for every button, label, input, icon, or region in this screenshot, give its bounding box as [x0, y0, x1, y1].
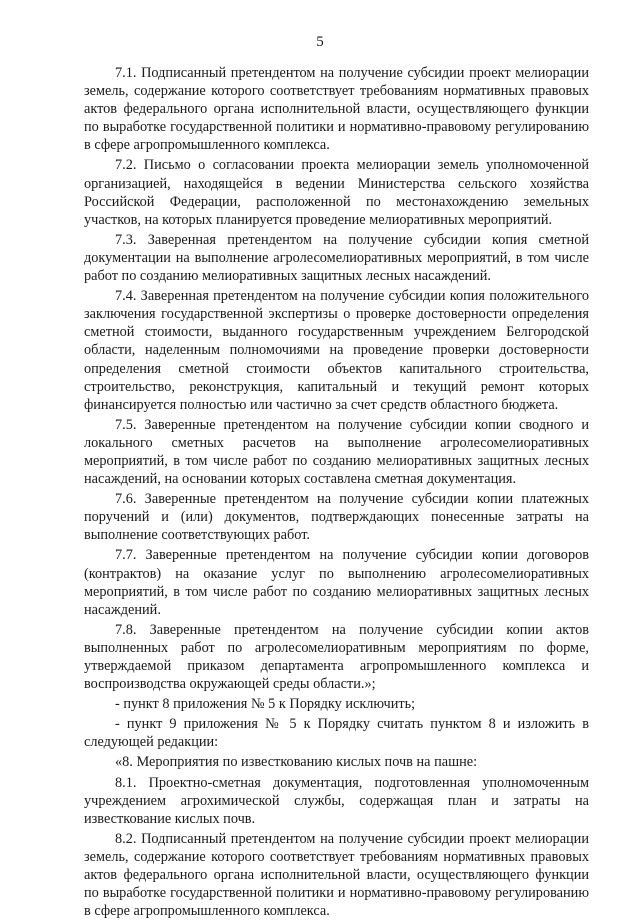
paragraph-7-2: 7.2. Письмо о согласовании проекта мелиорации земель уполномоченной организацией, находящейся в ведении Министерства сельского хозяйства Российской Федерации, расположенной по местонахождению земельных участков, на которых планируется проведение мелиоративных мероприятий. [84, 157, 589, 228]
paragraph-7-1: 7.1. Подписанный претендентом на получение субсидии проект мелиорации земель, содержание которого соответствует требованиям нормативных правовых актов федерального органа исполнительной власти, осуществляющего функции по выработке государственной политики и нормативно-правовому регулированию в сфере агропромышленного комплекса. [84, 65, 589, 154]
paragraph-8-1: 8.1. Проектно-сметная документация, подготовленная уполномоченным учреждением агрохимической службы, содержащая план и затраты на известкование кислых почв. [84, 774, 589, 827]
paragraph-8-2: 8.2. Подписанный претендентом на получение субсидии проект мелиорации земель, содержание которого соответствует требованиям нормативных правовых актов федерального органа исполнительной власти, осуществляющего функции по выработке государственной политики и нормативно-правовому регулированию в сфере агропромышленного комплекса. [84, 830, 589, 920]
amendment-item-9-renumber: - пункт 9 приложения № 5 к Порядку считать пунктом 8 и изложить в следующей редакции: [84, 716, 589, 751]
paragraph-7-6: 7.6. Заверенные претендентом на получение субсидии копии платежных поручений и (или) документов, подтверждающих понесенные затраты на выполнение соответствующих работ. [84, 491, 589, 544]
amendment-item-8-delete: - пункт 8 приложения № 5 к Порядку исключить; [115, 696, 416, 713]
paragraph-7-7: 7.7. Заверенные претендентом на получение субсидии копии договоров (контрактов) на оказание услуг по выполнению агролесомелиоративных мероприятий, в том числе работ по созданию мелиоративных защитных лесных насаждений. [84, 547, 589, 618]
paragraph-7-8: 7.8. Заверенные претендентом на получение субсидии копии актов выполненных работ по агролесомелиоративным мероприятиям по форме, утверждаемой приказом департамента агропромышленного комплекса и воспроизводства окружающей среды области.»; [84, 621, 589, 693]
section-8-heading: «8. Мероприятия по известкованию кислых почв на пашне: [115, 754, 478, 771]
paragraph-7-3: 7.3. Заверенная претендентом на получение субсидии копия сметной документации на выполнение агролесомелиоративных мероприятий, в том числе работ по созданию мелиоративных защитных лесных насаждений. [84, 231, 589, 285]
paragraph-7-5: 7.5. Заверенные претендентом на получение субсидии копии сводного и локального сметных расчетов на выполнение агролесомелиоративных мероприятий, в том числе работ по созданию мелиоративных защитных лесных насаждений, на основании которых составлена сметная документация. [84, 416, 589, 488]
page-number: 5 [316, 34, 324, 50]
document-body [84, 64, 589, 922]
paragraph-7-4: 7.4. Заверенная претендентом на получение субсидии копия положительного заключения государственной экспертизы о проверке достоверности определения сметной стоимости, выданного государственным учреждением Белгородской области, наделенным полномочиями на проведение проверки достоверности определения сметной стоимости объектов капитального строительства, строительство, реконструкция, капитальный и текущий ремонт которых финансируется полностью или частично за счет средств областного бюджета. [84, 288, 589, 413]
